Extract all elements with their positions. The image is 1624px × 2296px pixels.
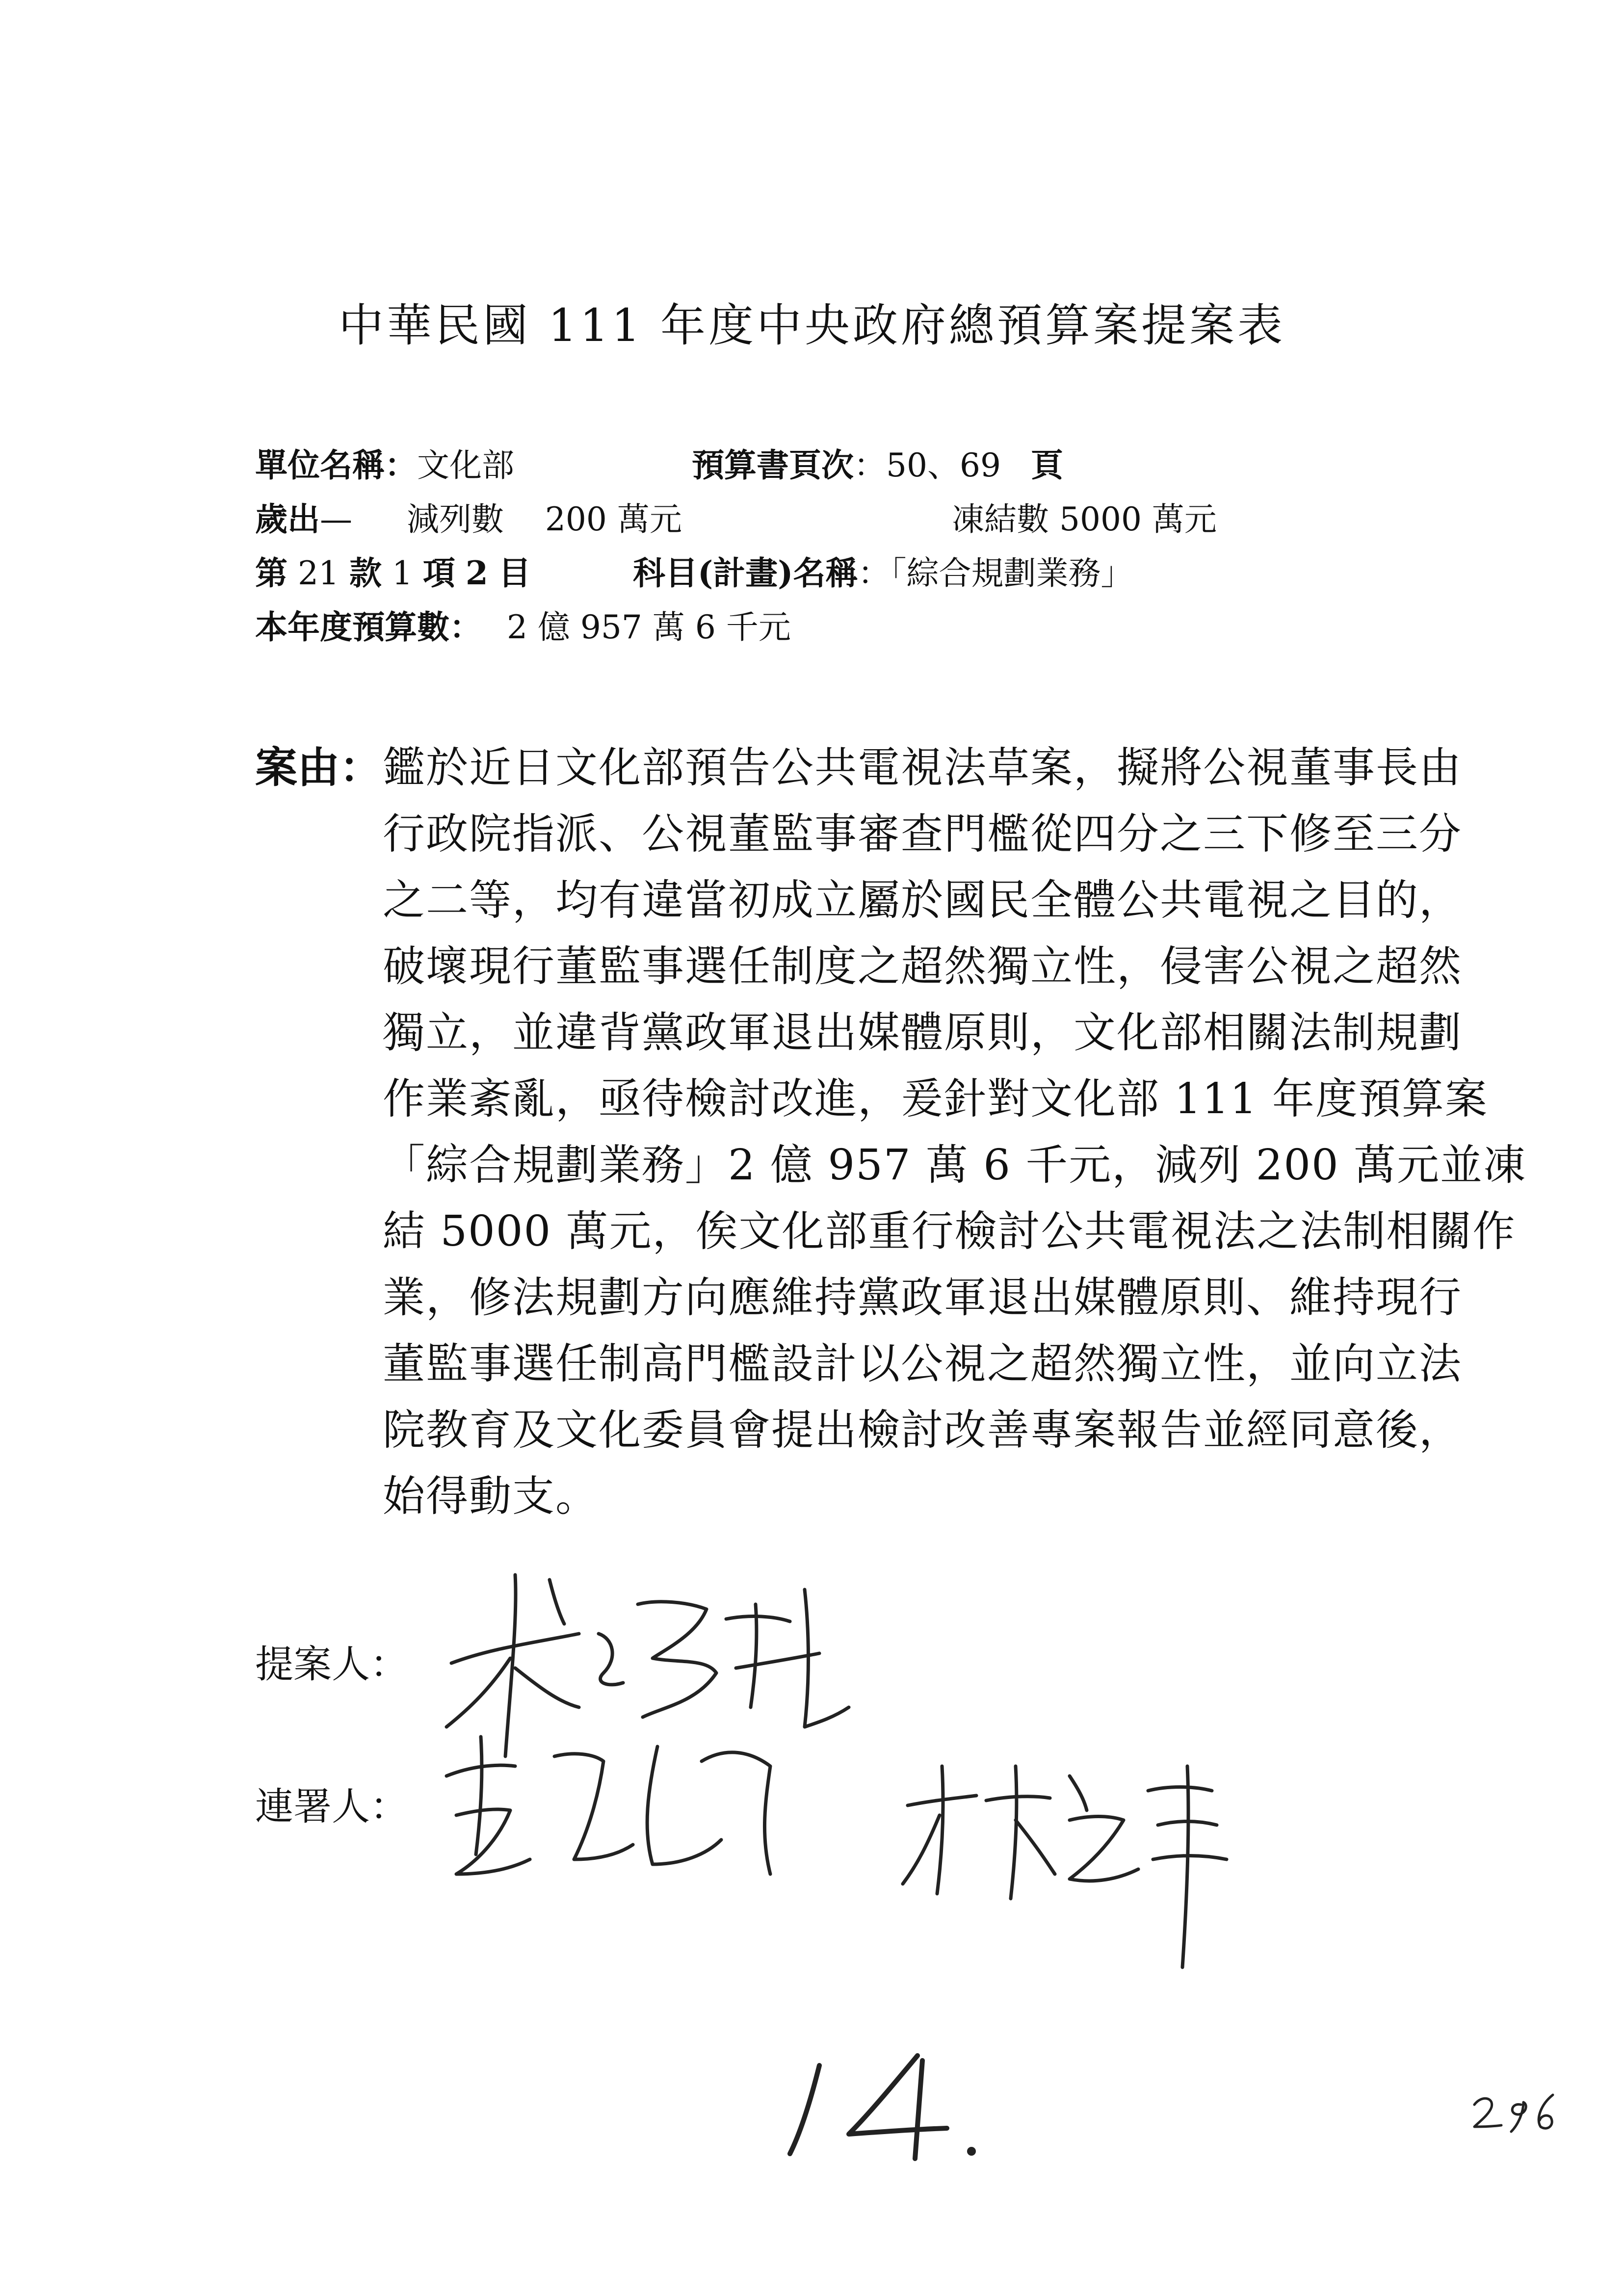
unit-row (255, 439, 514, 486)
item-xiang-label: 項 (422, 554, 455, 592)
reduction-text: 減列數 200 萬元 (406, 500, 682, 538)
handwritten-dot (967, 2147, 976, 2156)
page-unit: 頁 (1030, 446, 1063, 484)
dash: — (320, 500, 352, 538)
current-budget-value: 2 億 957 萬 6 千元 (506, 608, 791, 646)
reason-line: 院教育及文化委員會提出檢討改善專案報告並經同意後， (383, 1406, 1462, 1455)
reason-line: 「綜合規劃業務」2 億 957 萬 6 千元，減列 200 萬元並凍 (383, 1141, 1527, 1190)
current-budget-row (255, 601, 791, 648)
page-title: 中華民國 111 年度中央政府總預算案提案表 (338, 299, 1286, 352)
item-prefix: 第 (255, 554, 288, 592)
unit-value: 文化部 (417, 446, 514, 484)
reason-line: 獨立，並違背黨政軍退出媒體原則，文化部相關法制規劃 (383, 1008, 1462, 1057)
expenditure-row (255, 493, 682, 540)
subject-label: 科目(計畫)名稱 (633, 554, 858, 592)
reason-line: 行政院指派、公視董監事審查門檻從四分之三下修至三分 (383, 809, 1462, 859)
cosigner-signature-2 (893, 1747, 1236, 1982)
current-budget-label: 本年度預算數： (255, 608, 482, 646)
item-xiang: 1 (392, 554, 413, 592)
handwritten-number (756, 2046, 1011, 2173)
subject-row (633, 547, 1133, 594)
proposer-label: 提案人： (255, 1643, 409, 1687)
item-kuan-label: 款 (349, 554, 382, 592)
reason-line: 破壞現行董監事選任制度之超然獨立性，侵害公視之超然 (383, 942, 1462, 991)
budget-page-label: 預算書頁次 (692, 446, 854, 484)
handwritten-page-number (1467, 2085, 1565, 2139)
reason-line: 董監事選任制高門檻設計以公視之超然獨立性，並向立法 (383, 1339, 1462, 1388)
budget-page-row (692, 439, 1063, 486)
item-mu-label: 目 (498, 554, 531, 592)
reason-line: 始得動支。 (383, 1472, 599, 1521)
reason-line: 之二等，均有違當初成立屬於國民全體公共電視之目的， (383, 876, 1462, 925)
budget-page-value: ：50、69 (854, 446, 1001, 484)
subject-value: ：「綜合規劃業務」 (858, 554, 1133, 592)
reason-line: 結 5000 萬元，俟文化部重行檢討公共電視法之法制相關作 (383, 1207, 1516, 1256)
cosigner-label: 連署人： (255, 1785, 409, 1829)
cosigner-signature-1 (427, 1717, 819, 1894)
expenditure-label: 歲出 (255, 500, 320, 538)
reason-line: 鑑於近日文化部預告公共電視法草案，擬將公視董事長由 (383, 743, 1462, 792)
reason-label: 案由： (255, 743, 382, 792)
item-kuan: 21 (297, 554, 339, 592)
item-mu: 2 (465, 554, 488, 592)
reason-line: 作業紊亂，亟待檢討改進，爰針對文化部 111 年度預算案 (383, 1074, 1488, 1123)
freeze-text: 凍結數 5000 萬元 (952, 500, 1217, 538)
reason-line: 業，修法規劃方向應維持黨政軍退出媒體原則、維持現行 (383, 1273, 1462, 1322)
item-row (255, 547, 531, 594)
unit-label: 單位名稱： (255, 446, 417, 484)
